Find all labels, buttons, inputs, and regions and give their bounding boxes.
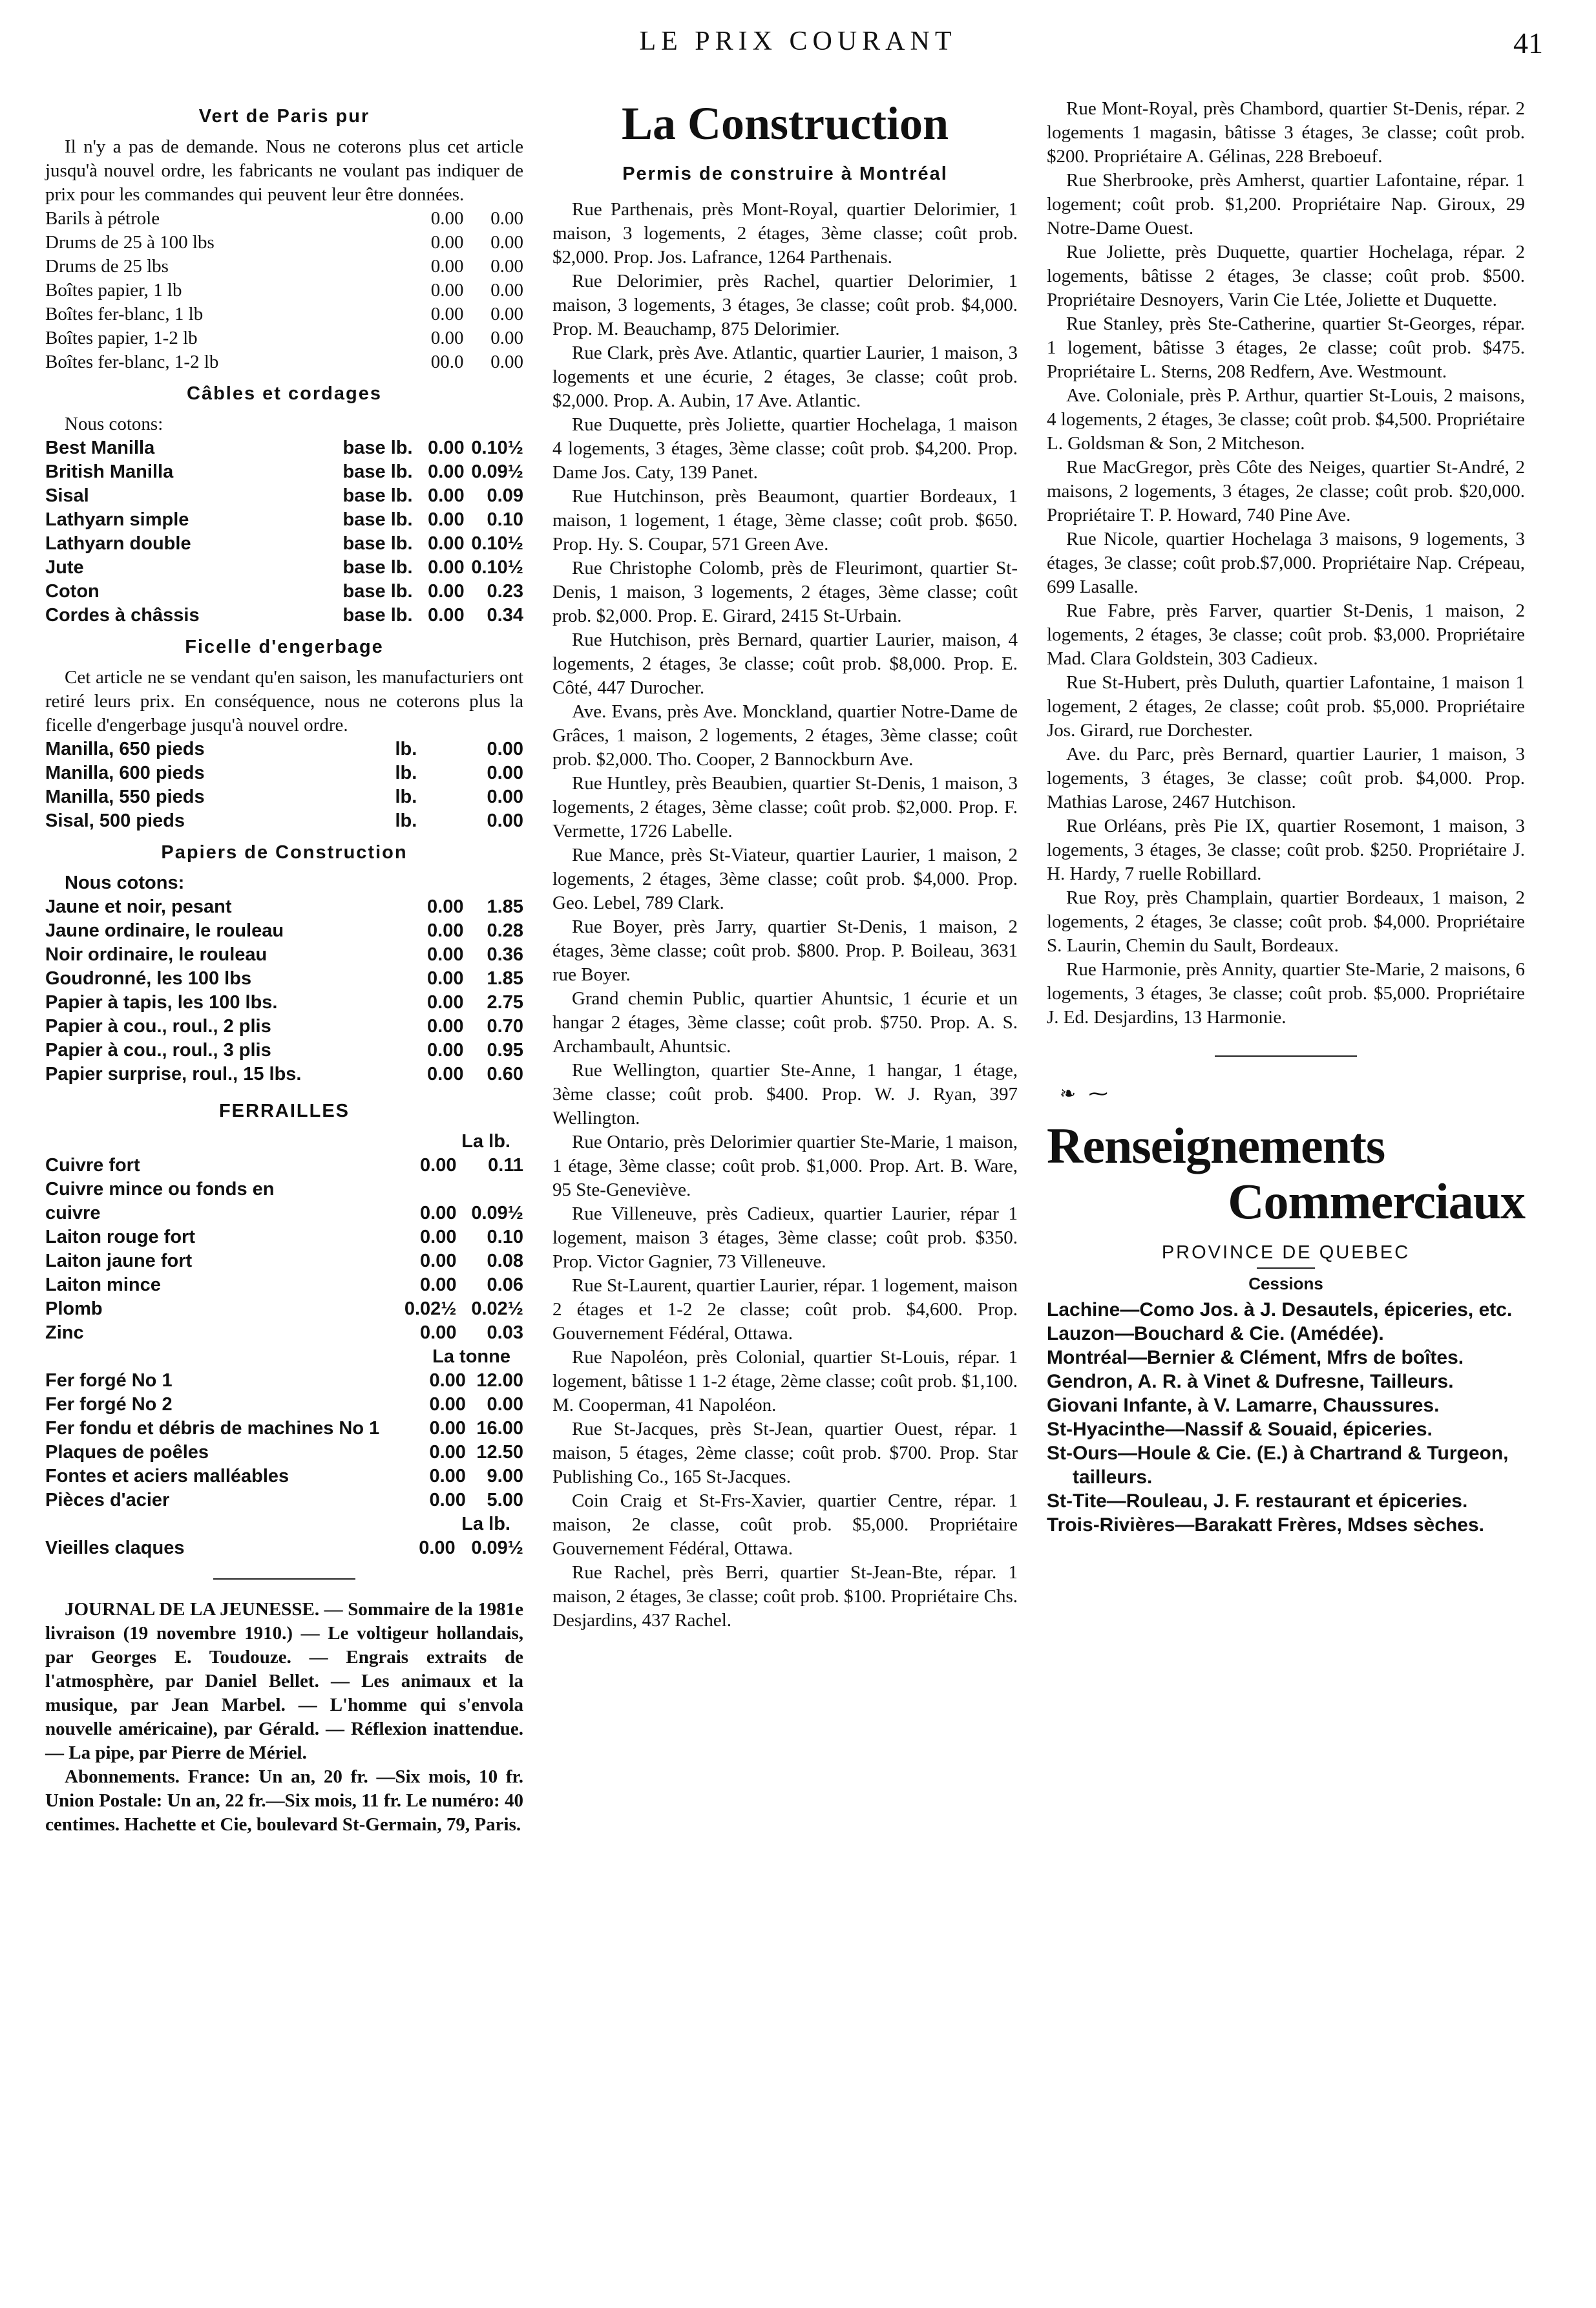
price-cell: 0.00 — [428, 557, 465, 578]
price-row — [45, 809, 523, 833]
permit-entry: Rue Parthenais, près Mont-Royal, quartier Delorimier, 1 maison, 3 logements, 2 étages, 3ème classe; coût prob. $2,000. Prop. Jos. Lafrance, 1264 Parthenais. — [552, 199, 1018, 268]
cession-entry: Montréal—Bernier & Clément, Mfrs de boîtes. — [1047, 1347, 1464, 1368]
price-row — [45, 1015, 523, 1039]
item-name: Manilla, 550 pieds — [45, 787, 205, 807]
permit-entry: Rue St-Jacques, près St-Jean, quartier Ouest, répar. 1 maison, 5 étages, 2ème classe; coût prob. $700. Prop. Star Publishing Co., 165 St-Jacques. — [552, 1419, 1018, 1487]
permit-entry: Coin Craig et St-Frs-Xavier, quartier Centre, répar. 1 maison, 2e classe, coût prob. $5,000. Propriétaire Gouvernement Fédéral, Ottawa. — [552, 1490, 1018, 1559]
permit-list — [552, 198, 1018, 1633]
price-row — [45, 1225, 523, 1249]
price-cell: 0.00 — [429, 1418, 466, 1439]
cession-entry: Trois-Rivières—Barakatt Frères, Mdses sèches. — [1047, 1514, 1485, 1536]
price-cell: 0.10½ — [471, 557, 523, 578]
permit-entry: Rue Christophe Colomb, près de Fleurimont, quartier St-Denis, 1 maison, 3 logements, 2 étages, 3ème classe; coût prob. $2,000. Prop. E. Girard, 2415 St-Urbain. — [552, 558, 1018, 626]
item-name: Lathyarn simple — [45, 509, 189, 530]
permit-entry: Rue Sherbrooke, près Amherst, quartier Lafontaine, répar. 1 logement; coût prob. $1,200. Propriétaire Nap. Giroux, 29 Notre-Dame Ouest. — [1047, 170, 1525, 238]
permit-entry: Rue Stanley, près Ste-Catherine, quartier St-Georges, répar. 1 logement, bâtisse 3 étages, 2e classe; coût prob. $475. Propriétaire L. Sterns, 208 Redfern, Ave. Westmount. — [1047, 313, 1525, 382]
unit-label-lb-2: La lb. — [461, 1514, 510, 1534]
price-cell: 0.00 — [430, 304, 464, 324]
cables-table — [45, 436, 523, 628]
item-name: Papier à tapis, les 100 lbs. — [45, 992, 278, 1013]
price-cell: 0.00 — [427, 920, 464, 941]
price-cell — [390, 1178, 456, 1202]
item-name: Boîtes fer-blanc, 1 lb — [45, 304, 204, 324]
section-title-papiers: Papiers de Construction — [161, 842, 408, 863]
price-row — [45, 1393, 523, 1417]
item-name: Jaune ordinaire, le rouleau — [45, 920, 284, 941]
price-cell: 0.00 — [427, 944, 464, 965]
price-cell: base lb. — [342, 461, 413, 482]
price-cell — [457, 1178, 524, 1202]
price-row — [45, 207, 523, 231]
vert-de-paris-note: Il n'y a pas de demande. Nous ne coterons plus cet article jusqu'à nouvel ordre, les fabricants ne voulant pas indiquer de prix pour les commandes qui peuvent leur être données. — [45, 136, 523, 205]
price-cell: 0.00 — [490, 304, 523, 324]
price-row — [45, 1321, 523, 1345]
renseignements-title-line1: Renseignements — [1047, 1117, 1385, 1174]
price-cell: 0.00 — [490, 280, 523, 301]
price-cell: lb. — [395, 739, 417, 759]
permit-entry: Rue Clark, près Ave. Atlantic, quartier Laurier, 1 maison, 3 logements et une écurie, 2 étages, 3e classe; coût prob. $2,000. Prop. A. Aubin, 17 Ave. Atlantic. — [552, 343, 1018, 411]
price-cell: 0.00 — [420, 1251, 457, 1271]
item-name: Manilla, 650 pieds — [45, 739, 205, 759]
price-cell: 0.36 — [487, 944, 523, 965]
permit-entry: Rue Orléans, près Pie IX, quartier Rosemont, 1 maison, 3 logements, 3 étages, 3e classe; coût prob. $250. Propriétaire J. H. Hardy, 7 ruelle Robillard. — [1047, 816, 1525, 884]
permit-entry: Rue Delorimier, près Rachel, quartier Delorimier, 1 maison, 3 logements, 3 étages, 3e classe; coût prob. $4,000. Prop. M. Beauchamp, 875 Delorimier. — [552, 271, 1018, 339]
permit-entry: Rue Napoléon, près Colonial, quartier St-Louis, répar. 1 logement, bâtisse 1 1-2 étage, 2ème classe; coût prob. $1,100. M. Cooperman, 41 Napoléon. — [552, 1347, 1018, 1415]
price-cell: 0.11 — [488, 1155, 523, 1176]
item-name: Barils à pétrole — [45, 208, 160, 229]
small-divider — [1257, 1267, 1315, 1269]
journal-jeunesse-notice: JOURNAL DE LA JEUNESSE. — Sommaire de la 1981e livraison (19 novembre 1910.) — Le voltigeur hollandais, par Georges E. Toudouze. — Engrais extraits de l'atmosphère, par Daniel Bellet. — Les animaux et la musique, par Jean Marbel. — L'homme qui s'envola nouvelle américaine), par Gérald. — Réflexion inattendue. — La pipe, par Pierre de Mériel. — [45, 1599, 523, 1763]
price-cell: 0.00 — [427, 1040, 464, 1061]
price-cell: base lb. — [342, 438, 413, 458]
cession-entry: Gendron, A. R. à Vinet & Dufresne, Tailleurs. — [1047, 1371, 1454, 1392]
permit-entry: Ave. du Parc, près Bernard, quartier Laurier, 1 maison, 3 logements, 3 étages, 3e classe; coût prob. $4,000. Prop. Mathias Larose, 2467 Hutchison. — [1047, 744, 1525, 812]
price-cell: 0.00 — [427, 968, 464, 989]
item-name: Laiton mince — [45, 1275, 161, 1295]
cession-entry: St-Tite—Rouleau, J. F. restaurant et épiceries. — [1047, 1490, 1468, 1512]
price-cell: 0.00 — [429, 1370, 466, 1391]
price-cell: 0.02½ — [471, 1298, 523, 1319]
price-row — [45, 1154, 523, 1178]
cession-entry: St-Ours—Houle & Cie. (E.) à Chartrand & Turgeon, tailleurs. — [1047, 1443, 1509, 1488]
cession-entry: Lachine—Como Jos. à J. Desautels, épiceries, etc. — [1047, 1299, 1513, 1320]
price-cell: 0.00 — [490, 232, 523, 253]
permit-entry: Rue Wellington, quartier Ste-Anne, 1 hangar, 1 étage, 3ème classe; coût prob. $400. Prop. W. J. Ryan, 397 Wellington. — [552, 1060, 1018, 1128]
item-name: Best Manilla — [45, 438, 155, 458]
price-cell: 0.00 — [428, 533, 465, 554]
item-name: Pièces d'acier — [45, 1490, 170, 1510]
item-name: Fer forgé No 2 — [45, 1394, 173, 1415]
column-middle — [552, 97, 1018, 1633]
price-cell: 0.00 — [487, 739, 523, 759]
item-name: Laiton jaune fort — [45, 1251, 193, 1271]
price-cell: 0.02½ — [404, 1298, 457, 1319]
price-cell: 0.09½ — [471, 461, 523, 482]
item-name: Papier à cou., roul., 2 plis — [45, 1016, 271, 1037]
price-cell: 1.85 — [487, 968, 523, 989]
permit-entry: Rue Rachel, près Berri, quartier St-Jean-Bte, répar. 1 maison, 2 étages, 3e classe; coût prob. $100. Propriétaire Chs. Desjardins, 437 Rachel. — [552, 1562, 1018, 1631]
price-cell: 0.00 — [419, 1538, 456, 1558]
price-cell: 0.00 — [429, 1466, 466, 1487]
price-cell: 0.09½ — [471, 1538, 523, 1558]
section-title-vert-de-paris: Vert de Paris pur — [198, 106, 370, 127]
price-row — [45, 1273, 523, 1297]
price-cell: 0.10 — [487, 509, 523, 530]
price-row — [45, 436, 523, 460]
price-cell: 0.00 — [428, 461, 465, 482]
price-row — [45, 460, 523, 484]
item-name: Fontes et aciers malléables — [45, 1466, 289, 1487]
price-cell: lb. — [395, 787, 417, 807]
price-cell: 9.00 — [487, 1466, 523, 1487]
permit-entry: Ave. Coloniale, près P. Arthur, quartier St-Louis, 2 maisons, 4 logements, 2 étages, 3e classe; coût prob. $4,500. Propriétaire L. Goldsman & Son, 2 Mitcheson. — [1047, 385, 1525, 454]
price-cell: 0.70 — [487, 1016, 523, 1037]
price-cell: 0.08 — [487, 1251, 523, 1271]
ficelle-table — [45, 737, 523, 833]
item-name: Noir ordinaire, le rouleau — [45, 944, 268, 965]
column-left — [45, 97, 523, 1837]
price-row — [45, 255, 523, 279]
price-row — [45, 737, 523, 761]
item-name: Drums de 25 lbs — [45, 256, 169, 277]
price-cell: base lb. — [342, 509, 413, 530]
price-cell: 0.06 — [487, 1275, 523, 1295]
running-title: LE PRIX COURANT — [639, 26, 957, 56]
price-cell: 0.00 — [420, 1275, 457, 1295]
price-cell: 0.10½ — [471, 438, 523, 458]
ornament-icon: ❧ ⁓ — [1060, 1083, 1112, 1105]
permit-entry: Rue St-Laurent, quartier Laurier, répar. 1 logement, maison 2 étages et 1-2 2e classe; coût prob. $4,600. Prop. Gouvernement Fédéral, Ottawa. — [552, 1275, 1018, 1344]
item-name: Jaune et noir, pesant — [45, 896, 232, 917]
price-cell: 0.00 — [427, 992, 464, 1013]
cession-entry: Lauzon—Bouchard & Cie. (Amédée). — [1047, 1323, 1384, 1344]
price-cell: 0.00 — [420, 1322, 457, 1343]
papiers-intro: Nous cotons: — [65, 873, 185, 893]
price-row — [45, 785, 523, 809]
page-header — [0, 26, 1596, 65]
price-row — [45, 1249, 523, 1273]
item-name: Lathyarn double — [45, 533, 191, 554]
price-cell: 0.00 — [429, 1394, 466, 1415]
permit-entry: Rue Joliette, près Duquette, quartier Hochelaga, répar. 2 logements, bâtisse 2 étages, 3e classe; coût prob. $500. Propriétaire Desnoyers, Varin Cie Ltée, Joliette et Duquette. — [1047, 242, 1525, 310]
cessions-list — [1047, 1298, 1525, 1537]
permit-entry: Rue Boyer, près Jarry, quartier St-Denis, 1 maison, 2 étages, 3ème classe; coût prob. $800. Prop. P. Boileau, 3631 rue Boyer. — [552, 916, 1018, 985]
papiers-table — [45, 895, 523, 1086]
price-cell: 2.75 — [487, 992, 523, 1013]
price-row — [45, 279, 523, 302]
price-cell: 0.00 — [430, 256, 464, 277]
price-row — [45, 761, 523, 785]
price-cell: base lb. — [342, 533, 413, 554]
permit-entry: Rue St-Hubert, près Duluth, quartier Lafontaine, 1 maison 1 logement, 2 étages, 2e classe; coût prob. $5,000. Propriétaire Jos. Girard, rue Dorchester. — [1047, 672, 1525, 741]
item-name: Boîtes fer-blanc, 1-2 lb — [45, 352, 219, 372]
item-name: Papier à cou., roul., 3 plis — [45, 1040, 271, 1061]
item-name: Cuivre fort — [45, 1155, 140, 1176]
permit-entry: Rue Nicole, quartier Hochelaga 3 maisons, 9 logements, 3 étages, 3e classe; coût prob.$7,000. Propriétaire Nap. Crépeau, 699 Lasalle. — [1047, 529, 1525, 597]
price-row — [45, 484, 523, 508]
cables-intro: Nous cotons: — [65, 414, 163, 434]
price-cell: 0.00 — [428, 605, 465, 626]
price-row — [45, 943, 523, 967]
price-cell: 0.00 — [487, 810, 523, 831]
price-cell: lb. — [395, 810, 417, 831]
price-cell: 0.00 — [430, 232, 464, 253]
permit-entry: Rue Hutchinson, près Beaumont, quartier Bordeaux, 1 maison, 1 logement, 1 étage, 3ème classe; coût prob. $650. Prop. Hy. S. Coupar, 571 Green Ave. — [552, 486, 1018, 555]
item-name: Boîtes papier, 1-2 lb — [45, 328, 198, 348]
price-cell: 0.00 — [428, 438, 465, 458]
price-row — [45, 1039, 523, 1063]
column-right — [1047, 97, 1525, 1537]
price-row — [45, 326, 523, 350]
divider — [213, 1578, 355, 1580]
permit-entry: Rue Villeneuve, près Cadieux, quartier Laurier, répar 1 logement, maison 3 étages, 3ème classe; coût prob. $350. Prop. Victor Gagnier, 73 Villeneuve. — [552, 1203, 1018, 1272]
price-row — [45, 919, 523, 943]
price-cell: 0.00 — [428, 485, 465, 506]
price-cell: 0.28 — [487, 920, 523, 941]
price-cell: 0.00 — [490, 256, 523, 277]
price-row — [45, 1465, 523, 1488]
price-cell: 0.09 — [487, 485, 523, 506]
price-cell: base lb. — [342, 557, 413, 578]
price-cell: 0.10 — [487, 1227, 523, 1247]
page-number: 41 — [1513, 26, 1543, 59]
permit-entry: Rue MacGregor, près Côte des Neiges, quartier St-André, 2 maisons, 2 logements, 3 étages, 2e classe; coût prob. $20,000. Propriétaire T. P. Howard, 740 Pine Ave. — [1047, 457, 1525, 525]
permit-entry: Rue Harmonie, près Annity, quartier Ste-Marie, 2 maisons, 6 logements, 3 étages, 3e classe; coût prob. $5,000. Propriétaire J. Ed. Desjardins, 13 Harmonie. — [1047, 959, 1525, 1028]
item-name: Vieilles claques — [45, 1538, 185, 1558]
price-row — [45, 1536, 523, 1560]
item-name: cuivre — [45, 1203, 101, 1223]
permit-entry: Rue Fabre, près Farver, quartier St-Denis, 1 maison, 2 logements, 2 étages, 3e classe; coût prob. $3,000. Propriétaire Mad. Clara Goldstein, 303 Cadieux. — [1047, 600, 1525, 669]
price-cell: 0.00 — [487, 763, 523, 783]
unit-label-lb: La lb. — [461, 1131, 510, 1152]
permit-entry: Rue Ontario, près Delorimier quartier Ste-Marie, 1 maison, 1 étage, 3ème classe; coût prob. $1,000. Prop. Art. B. Ware, 95 Ste-Geneviève. — [552, 1132, 1018, 1200]
cession-entry: Giovani Infante, à V. Lamarre, Chaussures. — [1047, 1395, 1440, 1416]
price-cell: 0.00 — [427, 1016, 464, 1037]
price-cell: 0.00 — [420, 1155, 457, 1176]
price-row — [45, 556, 523, 580]
price-row — [45, 1202, 523, 1225]
price-cell: 12.50 — [476, 1442, 523, 1463]
price-row — [45, 1297, 523, 1321]
permit-list-continued — [1047, 97, 1525, 1030]
price-cell: 0.23 — [487, 581, 523, 602]
item-name: Cuivre mince ou fonds en — [45, 1179, 275, 1200]
price-row — [45, 1488, 523, 1512]
price-cell: 0.00 — [427, 896, 464, 917]
price-row — [45, 532, 523, 556]
price-cell: lb. — [395, 763, 417, 783]
province-heading: PROVINCE DE QUEBEC — [1161, 1242, 1411, 1263]
price-cell: 16.00 — [476, 1418, 523, 1439]
item-name: Plomb — [45, 1298, 103, 1319]
price-cell: 0.10½ — [471, 533, 523, 554]
price-cell: 0.03 — [487, 1322, 523, 1343]
price-row — [45, 991, 523, 1015]
price-row — [45, 1063, 523, 1086]
price-cell: 0.00 — [490, 208, 523, 229]
price-cell: 5.00 — [487, 1490, 523, 1510]
price-row — [45, 302, 523, 326]
permit-entry: Rue Mont-Royal, près Chambord, quartier St-Denis, répar. 2 logements 1 magasin, bâtisse 3 étages, 3e classe; coût prob. $200. Propriétaire A. Gélinas, 228 Breboeuf. — [1047, 98, 1525, 167]
item-name: Plaques de poêles — [45, 1442, 209, 1463]
permit-entry: Rue Duquette, près Joliette, quartier Hochelaga, 1 maison 4 logements, 3 étages, 3ème classe; coût prob. $4,200. Prop. Dame Jos. Caty, 139 Panet. — [552, 414, 1018, 483]
price-cell: 00.0 — [430, 352, 464, 372]
item-name: Fer forgé No 1 — [45, 1370, 173, 1391]
item-name: Boîtes papier, 1 lb — [45, 280, 182, 301]
item-name: Laiton rouge fort — [45, 1227, 195, 1247]
price-cell: 0.09½ — [471, 1203, 523, 1223]
permit-entry: Rue Mance, près St-Viateur, quartier Laurier, 1 maison, 2 logements, 2 étages, 3ème classe; coût prob. $4,000. Prop. Geo. Lebel, 789 Clark. — [552, 845, 1018, 913]
price-row — [45, 580, 523, 604]
price-row — [45, 508, 523, 532]
item-name: Sisal, 500 pieds — [45, 810, 185, 831]
price-cell: 0.00 — [430, 280, 464, 301]
item-name: Cordes à châssis — [45, 605, 200, 626]
unit-label-tonne: La tonne — [432, 1346, 510, 1367]
price-cell: 0.00 — [428, 581, 465, 602]
permit-entry: Ave. Evans, près Ave. Monckland, quartier Notre-Dame de Grâces, 1 maison, 2 logements, 2 étages, 3ème classe; coût prob. $2,000. Tho. Cooper, 2 Bannockburn Ave. — [552, 701, 1018, 770]
price-cell: 0.00 — [487, 1394, 523, 1415]
price-cell: base lb. — [342, 485, 413, 506]
section-title-cables: Câbles et cordages — [187, 383, 382, 404]
price-cell: 0.00 — [430, 208, 464, 229]
price-row — [45, 604, 523, 628]
permit-entry: Rue Roy, près Champlain, quartier Bordeaux, 1 maison, 2 logements, 2 étages, 3e classe; coût prob. $4,000. Propriétaire S. Laurin, Chemin du Sault, Bordeaux. — [1047, 887, 1525, 956]
price-cell: 0.95 — [487, 1040, 523, 1061]
price-row — [45, 1441, 523, 1465]
price-cell: 0.00 — [430, 328, 464, 348]
price-row — [45, 1369, 523, 1393]
price-row — [45, 1178, 523, 1202]
renseignements-title-line2: Commerciaux — [1228, 1173, 1525, 1229]
price-row — [45, 231, 523, 255]
section-title-ferrailles: FERRAILLES — [218, 1101, 350, 1121]
permit-entry: Rue Huntley, près Beaubien, quartier St-Denis, 1 maison, 3 logements, 2 étages, 3ème classe; coût prob. $2,000. Prop. F. Vermette, 1726 Labelle. — [552, 773, 1018, 842]
price-cell: 0.00 — [487, 787, 523, 807]
ficelle-note: Cet article ne se vendant qu'en saison, les manufacturiers ont retiré leurs prix. En conséquence, nous ne coterons plus la ficelle d'engerbage jusqu'à nouvel ordre. — [45, 667, 523, 736]
price-row — [45, 1417, 523, 1441]
ferrailles-table-a — [45, 1154, 523, 1345]
item-name: Jute — [45, 557, 84, 578]
item-name: Papier surprise, roul., 15 lbs. — [45, 1064, 302, 1085]
construction-subtitle: Permis de construire à Montréal — [622, 164, 948, 184]
cession-entry: St-Hyacinthe—Nassif & Souaid, épiceries. — [1047, 1419, 1433, 1440]
price-cell: 12.00 — [476, 1370, 523, 1391]
price-cell: 0.00 — [490, 352, 523, 372]
price-cell: 0.00 — [428, 509, 465, 530]
price-row — [45, 350, 523, 374]
item-name: Fer fondu et débris de machines No 1 — [45, 1418, 380, 1439]
price-cell: 0.00 — [429, 1442, 466, 1463]
item-name: Goudronné, les 100 lbs — [45, 968, 252, 989]
price-cell: 0.60 — [487, 1064, 523, 1085]
divider — [1215, 1055, 1357, 1057]
cessions-heading: Cessions — [1248, 1274, 1323, 1293]
ferrailles-table-c — [45, 1536, 523, 1560]
construction-title: La Construction — [621, 98, 949, 149]
price-row — [45, 895, 523, 919]
permit-entry: Grand chemin Public, quartier Ahuntsic, 1 écurie et un hangar 2 étages, 3ème classe; coût prob. $750. Prop. A. S. Archambault, Ahuntsic. — [552, 988, 1018, 1057]
ferrailles-table-b — [45, 1369, 523, 1512]
price-cell: base lb. — [342, 605, 413, 626]
vert-de-paris-table — [45, 207, 523, 374]
price-row — [45, 967, 523, 991]
price-cell: 0.00 — [429, 1490, 466, 1510]
price-cell: 0.34 — [487, 605, 523, 626]
permit-entry: Rue Hutchison, près Bernard, quartier Laurier, maison, 4 logements, 2 étages, 3e classe; coût prob. $8,000. Prop. E. Côté, 447 Durocher. — [552, 630, 1018, 698]
item-name: Manilla, 600 pieds — [45, 763, 205, 783]
item-name: Zinc — [45, 1322, 84, 1343]
price-cell: 0.00 — [420, 1203, 457, 1223]
price-cell: base lb. — [342, 581, 413, 602]
item-name: Drums de 25 à 100 lbs — [45, 232, 215, 253]
price-cell: 0.00 — [420, 1227, 457, 1247]
abonnements-notice: Abonnements. France: Un an, 20 fr. —Six mois, 10 fr. Union Postale: Un an, 22 fr.—Six mois, 11 fr. Le numéro: 40 centimes. Hachette et Cie, boulevard St-Germain, 79, Paris. — [45, 1766, 523, 1835]
price-cell: 1.85 — [487, 896, 523, 917]
item-name: British Manilla — [45, 461, 174, 482]
item-name: Sisal — [45, 485, 89, 506]
price-cell: 0.00 — [490, 328, 523, 348]
section-title-ficelle: Ficelle d'engerbage — [185, 637, 384, 657]
item-name: Coton — [45, 581, 100, 602]
price-cell: 0.00 — [427, 1064, 464, 1085]
